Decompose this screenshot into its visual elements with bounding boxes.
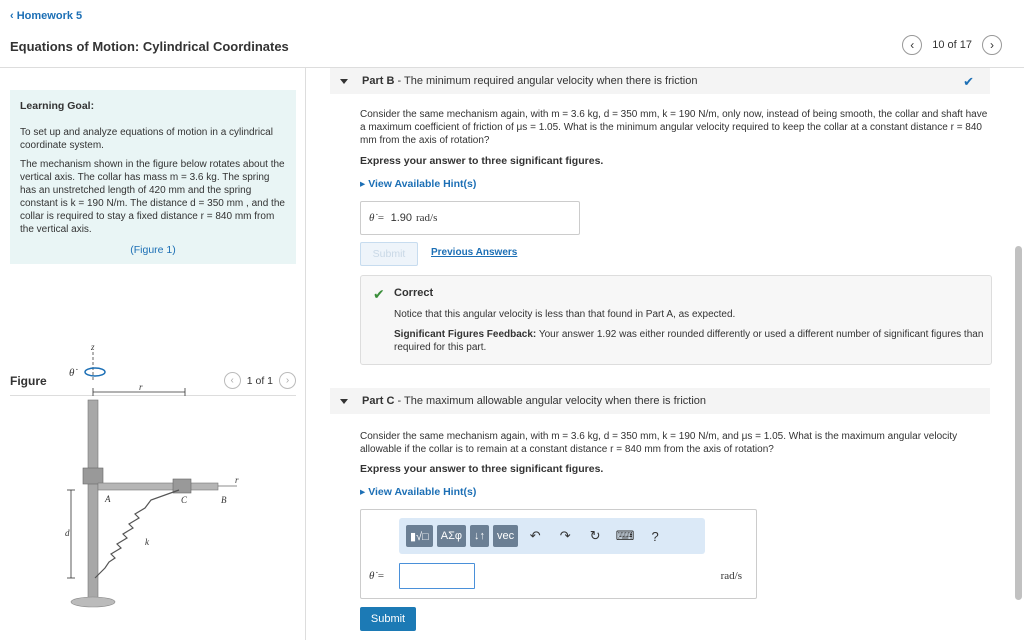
checkmark-icon: ✔ xyxy=(963,74,974,89)
part-c-question: Consider the same mechanism again, with m = 3.6 kg, d = 350 mm, k = 190 N/m, and μs = 1.05. What is the maximum angular velocity allowable if the collar is to remain at a constant distance r = 840 mm from the axis of rotation? xyxy=(360,431,958,455)
feedback-note: Notice that this angular velocity is less than that found in Part A, as expected. xyxy=(394,309,736,320)
point-c-label: C xyxy=(181,495,188,505)
part-b-title: Part B - The minimum required angular velocity when there is friction xyxy=(362,75,698,87)
part-c-answer-input[interactable] xyxy=(399,563,475,589)
part-b-submit-button[interactable]: Submit xyxy=(360,242,418,266)
page-scrollbar[interactable] xyxy=(1015,246,1022,600)
figure-next-button[interactable] xyxy=(279,372,296,389)
collapse-caret-icon xyxy=(340,399,348,404)
arrows-button[interactable]: ↓↑ xyxy=(470,525,489,547)
part-c-answer-var: θ̇ = xyxy=(369,570,385,582)
part-b-header[interactable] xyxy=(330,68,990,94)
part-c-hints-link[interactable]: ▸ View Available Hint(s) xyxy=(360,486,477,498)
mechanism-figure xyxy=(55,340,255,615)
math-toolbar xyxy=(399,518,705,554)
vec-button[interactable]: vec xyxy=(493,525,518,547)
page-title: Equations of Motion: Cylindrical Coordinates xyxy=(10,39,289,54)
r-dimension-label: r xyxy=(139,382,143,392)
back-link[interactable]: ‹ Homework 5 xyxy=(10,10,83,22)
part-b-answer xyxy=(360,201,580,235)
theta-dot-label: θ̇ xyxy=(69,367,75,379)
chevron-right-icon: › xyxy=(990,38,994,52)
help-icon[interactable]: ? xyxy=(651,528,659,544)
part-b-question: Consider the same mechanism again, with m = 3.6 kg, d = 350 mm, k = 190 N/m, only now, instead of being smooth, the collar and shaft have a maximum coefficient of friction of μs = 1.05. What is the minimum angular velocity required to keep the collar at a constant distance r = 840 mm from the axis of rotation? xyxy=(360,109,988,146)
correct-check-icon: ✔ xyxy=(373,286,385,302)
r-axis-label: r xyxy=(235,475,239,485)
mechanism-description: The mechanism shown in the figure below rotates about the vertical axis. The collar has mass m = 3.6 kg. The spring has an unstretched length of 420 mm and the spring constant is k = 190 N/m. The distance d = 350 mm , and the collar is required to stay a fixed distance r = 840 mm from the vertical axis. xyxy=(20,159,285,235)
part-b-feedback xyxy=(360,275,992,365)
item-nav xyxy=(902,35,1002,55)
z-label: z xyxy=(91,342,95,352)
feedback-title: Correct xyxy=(394,287,434,299)
figure-label: Figure xyxy=(10,374,47,388)
chevron-left-icon: ‹ xyxy=(230,375,234,386)
part-c-answer-unit: rad/s xyxy=(720,570,742,582)
point-b-label: B xyxy=(221,495,227,505)
chevron-right-icon: › xyxy=(285,375,290,386)
chevron-left-icon: ‹ xyxy=(910,38,915,52)
part-b-answer-unit: rad/s xyxy=(416,212,438,224)
learning-goal-text: To set up and analyze equations of motion in a cylindrical coordinate system. xyxy=(20,127,273,151)
part-b-answer-var: θ̇ = xyxy=(369,212,385,224)
part-c-instruction: Express your answer to three significant figures. xyxy=(360,463,604,475)
part-b-answer-value: 1.90 xyxy=(390,212,412,224)
part-c-submit-button[interactable]: Submit xyxy=(360,607,416,631)
figure-link[interactable]: (Figure 1) xyxy=(130,244,176,256)
back-link-label: Homework 5 xyxy=(16,10,83,22)
previous-answers-link[interactable]: Previous Answers xyxy=(431,247,518,258)
next-item-button[interactable] xyxy=(982,35,1002,55)
part-c-answer-editor xyxy=(360,509,757,599)
keyboard-icon[interactable]: ⌨ xyxy=(615,528,635,543)
collapse-caret-icon xyxy=(340,79,348,84)
symbols-button[interactable]: ΑΣφ xyxy=(437,525,466,547)
undo-icon[interactable]: ↶ xyxy=(529,528,541,543)
spring-k-label: k xyxy=(145,537,149,547)
figure-count: 1 of 1 xyxy=(246,374,273,387)
learning-goal-title: Learning Goal: xyxy=(20,100,95,112)
item-count: 10 of 17 xyxy=(932,39,972,51)
point-a-label: A xyxy=(105,494,111,504)
part-b-hints-link[interactable]: ▸ View Available Hint(s) xyxy=(360,178,477,190)
sig-figs-feedback: Significant Figures Feedback: Your answer 1.92 was either rounded differently or used a different number of significant figures than required for this part. xyxy=(394,329,984,353)
learning-goal-box xyxy=(10,90,296,264)
part-c-header[interactable] xyxy=(330,388,990,414)
templates-button[interactable]: ▮√□ xyxy=(406,525,433,547)
d-dimension-label: d xyxy=(65,528,70,538)
top-bar xyxy=(0,0,1024,68)
prev-item-button[interactable] xyxy=(902,35,922,55)
reset-icon[interactable]: ↻ xyxy=(589,528,601,543)
redo-icon[interactable]: ↷ xyxy=(559,528,571,543)
part-b-instruction: Express your answer to three significant figures. xyxy=(360,155,604,167)
part-c-title: Part C - The maximum allowable angular velocity when there is friction xyxy=(362,395,707,407)
